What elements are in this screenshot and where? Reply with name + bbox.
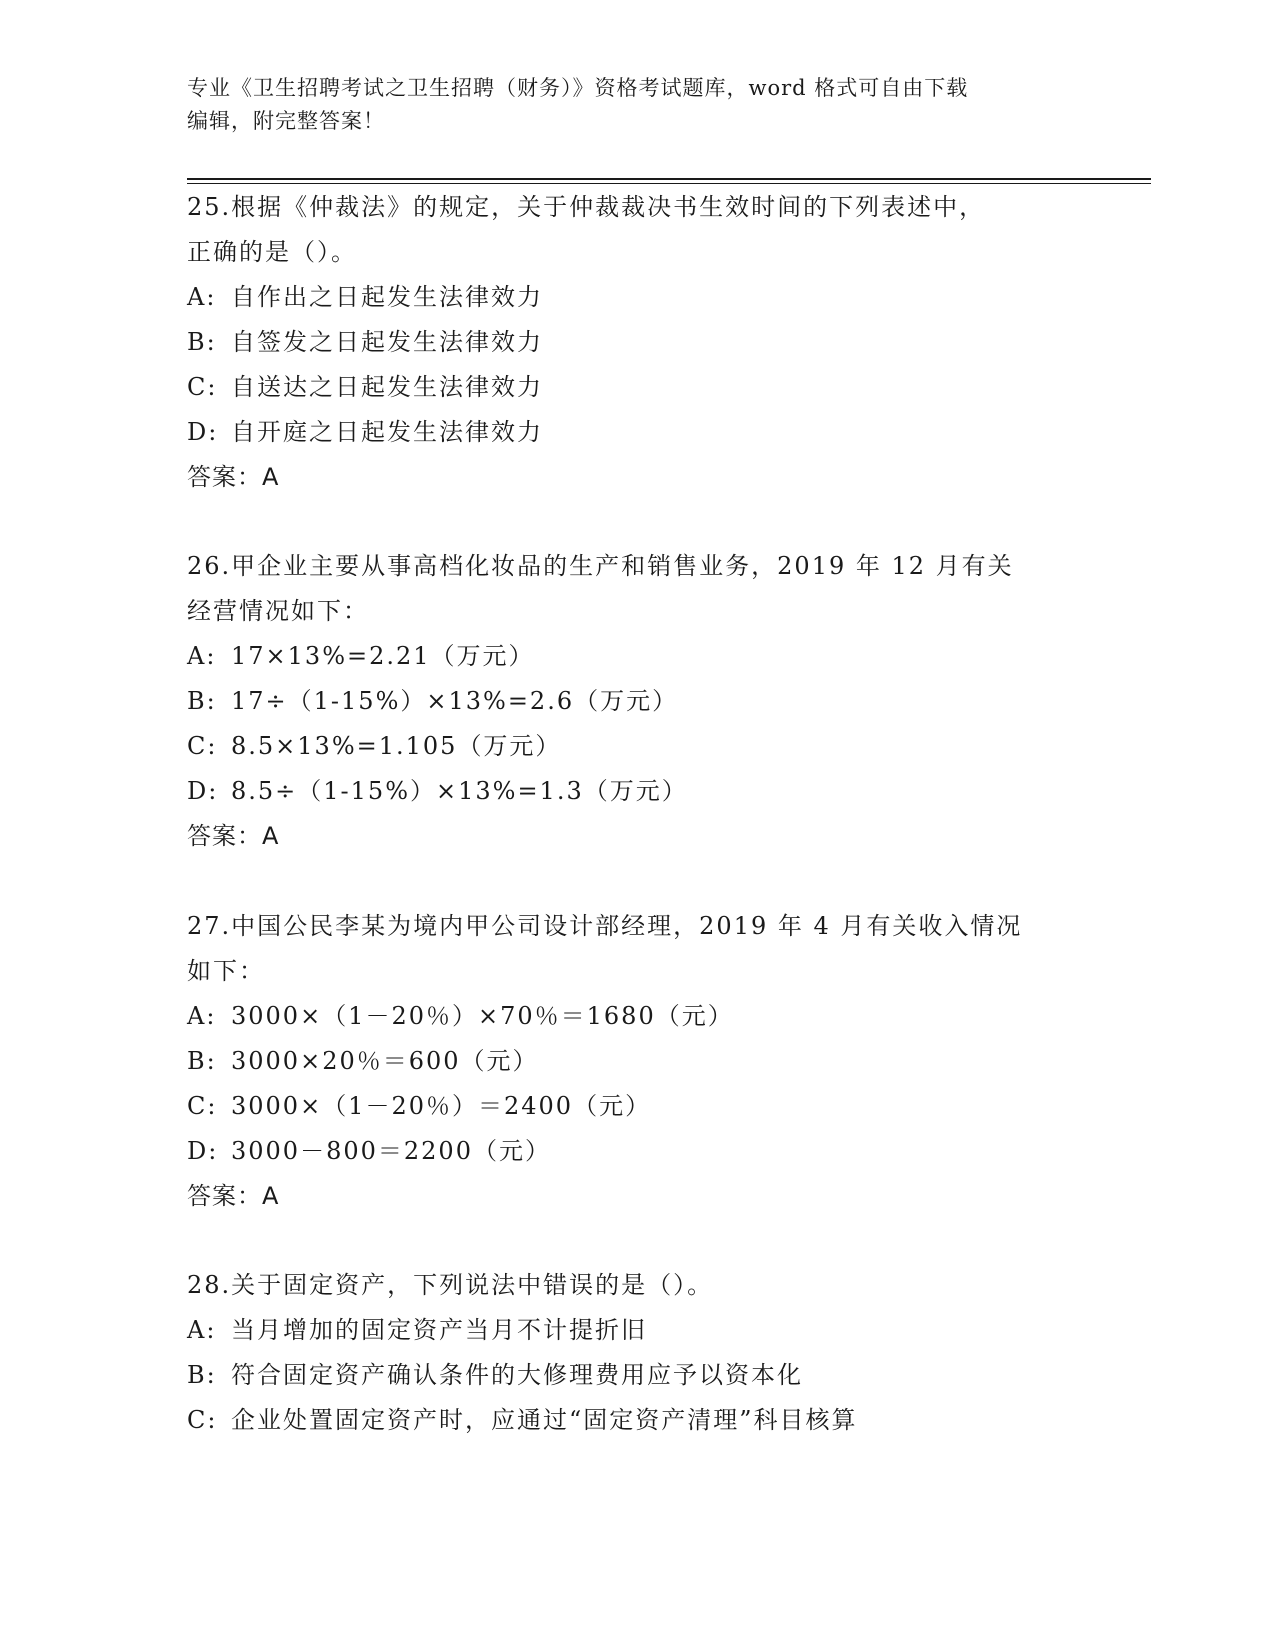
option-key: C: (187, 1406, 218, 1434)
option-key: A: (187, 1002, 217, 1030)
header-divider-thin (187, 183, 1151, 184)
option-text: 8.5÷（1-15%）×13%=1.3（万元） (231, 777, 688, 805)
option-a (187, 1308, 1087, 1353)
document-header (187, 72, 1087, 138)
option-text: 17÷（1-15%）×13%=2.6（万元） (231, 687, 679, 715)
question-stem-line: 27.中国公民李某为境内甲公司设计部经理，2019 年 4 月有关收入情况 (187, 912, 1023, 940)
option-a (187, 634, 1087, 679)
option-key: D: (187, 777, 219, 805)
question-28 (187, 1263, 1087, 1443)
option-text: 企业处置固定资产时，应通过“固定资产清理”科目核算 (231, 1406, 858, 1434)
option-key: A: (187, 283, 217, 311)
option-c (187, 1398, 1087, 1443)
option-d (187, 1129, 1087, 1174)
question-25 (187, 185, 1087, 500)
option-text: 3000×（1－20％）＝2400（元） (231, 1092, 652, 1120)
question-stem-line: 25.根据《仲裁法》的规定，关于仲裁裁决书生效时间的下列表述中， (187, 193, 986, 221)
option-c (187, 724, 1087, 769)
question-stem-line: 28.关于固定资产，下列说法中错误的是（）。 (187, 1271, 714, 1299)
option-c (187, 365, 1087, 410)
answer-value: A (262, 463, 280, 491)
option-b (187, 1039, 1087, 1084)
question-stem-line: 正确的是（）。 (187, 238, 357, 266)
option-text: 17×13%=2.21（万元） (231, 642, 535, 670)
option-a (187, 994, 1087, 1039)
option-b (187, 320, 1087, 365)
answer-label: 答案： (187, 463, 262, 491)
answer-line (187, 1174, 1087, 1219)
option-key: B: (187, 1361, 217, 1389)
option-key: A: (187, 1316, 217, 1344)
option-text: 符合固定资产确认条件的大修理费用应予以资本化 (231, 1361, 803, 1389)
header-line-1: 专业《卫生招聘考试之卫生招聘（财务）》资格考试题库，word 格式可自由下载 (187, 76, 969, 100)
option-key: A: (187, 642, 217, 670)
option-text: 自签发之日起发生法律效力 (231, 328, 543, 356)
option-text: 8.5×13%=1.105（万元） (231, 732, 562, 760)
answer-value: A (262, 822, 280, 850)
question-27 (187, 904, 1087, 1219)
option-key: B: (187, 687, 217, 715)
header-divider-thick (187, 178, 1151, 180)
option-text: 当月增加的固定资产当月不计提折旧 (231, 1316, 647, 1344)
question-stem-line: 经营情况如下： (187, 597, 369, 625)
option-text: 自开庭之日起发生法律效力 (231, 418, 543, 446)
question-26 (187, 544, 1087, 859)
option-key: B: (187, 1047, 217, 1075)
option-d (187, 410, 1087, 455)
option-key: C: (187, 373, 218, 401)
option-b (187, 1353, 1087, 1398)
option-text: 自送达之日起发生法律效力 (231, 373, 543, 401)
option-key: B: (187, 328, 217, 356)
option-text: 3000×（1－20％）×70％＝1680（元） (231, 1002, 734, 1030)
option-text: 自作出之日起发生法律效力 (231, 283, 543, 311)
header-line-2: 编辑，附完整答案！ (187, 109, 385, 133)
option-text: 3000×20％＝600（元） (231, 1047, 539, 1075)
question-stem-line: 如下： (187, 957, 265, 985)
option-c (187, 1084, 1087, 1129)
answer-label: 答案： (187, 822, 262, 850)
question-stem-line: 26.甲企业主要从事高档化妆品的生产和销售业务，2019 年 12 月有关 (187, 552, 1014, 580)
option-text: 3000－800＝2200（元） (231, 1137, 551, 1165)
answer-value: A (262, 1182, 280, 1210)
answer-label: 答案： (187, 1182, 262, 1210)
option-key: C: (187, 1092, 218, 1120)
option-d (187, 769, 1087, 814)
option-a (187, 275, 1087, 320)
answer-line (187, 814, 1087, 859)
option-key: D: (187, 1137, 219, 1165)
option-key: C: (187, 732, 218, 760)
answer-line (187, 455, 1087, 500)
option-b (187, 679, 1087, 724)
option-key: D: (187, 418, 219, 446)
